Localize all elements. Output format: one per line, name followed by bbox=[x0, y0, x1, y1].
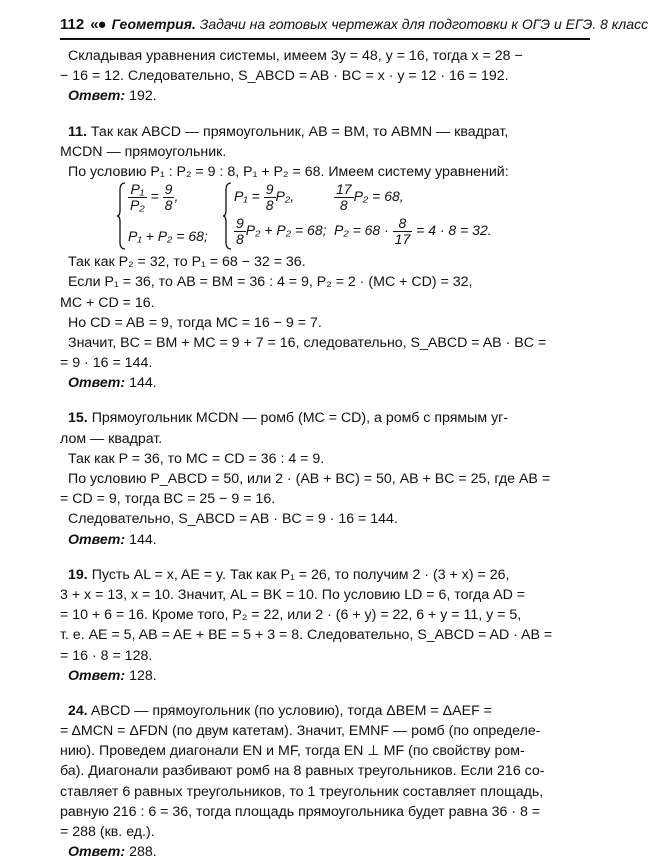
brace-1 bbox=[116, 182, 126, 250]
problem-24-line: равную 216 : 6 = 36, тогда площадь прямоугольника будет равна 36 · 8 = bbox=[60, 803, 541, 820]
system-1-top: $\frac{\text{P₁}}{\text{P₂}}$ = $\frac{9}{8}$ , bbox=[130, 181, 179, 214]
answer-label: Ответ: bbox=[68, 667, 126, 684]
problem-11-line: Значит, BC = BM + MC = 9 + 7 = 16, следовательно, S_ABCD = AB · BC = bbox=[68, 334, 547, 351]
numerator: 9 bbox=[236, 215, 244, 232]
header-rule bbox=[60, 38, 590, 40]
problem-11-answer bbox=[60, 373, 592, 393]
problem-19-line bbox=[60, 565, 592, 585]
intro-line: Складывая уравнения системы, имеем 3y = 48, y = 16, тогда x = 28 − bbox=[68, 48, 523, 64]
answer-value: 144. bbox=[129, 531, 157, 548]
problem-11-line: MC + CD = 16. bbox=[60, 294, 155, 311]
denominator: 8 bbox=[339, 197, 348, 214]
problem-11-line: По условию P₁ : P₂ = 9 : 8, P₁ + P₂ = 68. Имеем систему уравнений: bbox=[68, 163, 509, 180]
problem-15-line: Следовательно, S_ABCD = AB · BC = 9 · 16 = 144. bbox=[68, 511, 398, 528]
numerator: 9 bbox=[265, 181, 274, 198]
intro-answer bbox=[60, 86, 592, 106]
answer-label: Ответ: bbox=[68, 531, 126, 548]
system-2-top bbox=[234, 182, 294, 213]
expr: P₂ + P₂ = 68; bbox=[245, 222, 327, 239]
fraction bbox=[393, 216, 413, 247]
problem-text: Пусть AL = x, AE = y. Так как P₁ = 26, то получим 2 · (3 + x) = 26, bbox=[91, 566, 510, 583]
numerator: 9 bbox=[164, 181, 173, 198]
fraction bbox=[334, 182, 354, 213]
intro-line: − 16 = 12. Следовательно, S_ABCD = AB · BC = x · y = 12 · 16 = 192. bbox=[60, 68, 509, 85]
fraction bbox=[128, 182, 147, 213]
numerator: 8 bbox=[393, 216, 413, 232]
problem-11-line: Но CD = AB = 9, тогда MC = 16 − 9 = 7. bbox=[68, 314, 322, 331]
problem-11-line: MCDN — прямоугольник. bbox=[60, 143, 227, 160]
problem-19-line: = 16 · 8 = 128. bbox=[60, 647, 153, 664]
problem-24-answer bbox=[60, 842, 592, 862]
problem-24-line: = 288 (кв. ед.). bbox=[60, 824, 155, 840]
problem-15-answer bbox=[60, 530, 592, 550]
expr: P₂ = 68, bbox=[353, 188, 404, 205]
problem-19-answer bbox=[60, 666, 592, 686]
fraction bbox=[234, 216, 246, 247]
book-title bbox=[112, 16, 648, 32]
expr: P₂, bbox=[275, 188, 295, 205]
problem-11-line: Если P₁ = 36, то AB = BM = 36 : 4 = 9, P₂ = 2 · (MC + CD) = 32, bbox=[68, 274, 473, 291]
fraction bbox=[264, 182, 276, 213]
equals-sign: = bbox=[150, 188, 159, 205]
answer-value: 128. bbox=[129, 667, 157, 684]
problem-19-line: = 10 + 6 = 16. Кроме того, P₂ = 22, или 2 · (6 + y) = 22, 6 + y = 11, y = 5, bbox=[60, 607, 522, 624]
denominator: 8 bbox=[164, 197, 173, 214]
answer-value: 288. bbox=[129, 844, 157, 861]
problem-19-line: 3 + x = 13, x = 10. Значит, AL = BK = 10. По условию LD = 6, тогда AD = bbox=[60, 586, 526, 603]
problem-15-line: Так как P = 36, то MC = CD = 36 : 4 = 9. bbox=[68, 450, 325, 467]
answer-label: Ответ: bbox=[68, 88, 126, 105]
problem-15-line bbox=[60, 408, 592, 428]
problem-text: Прямоугольник MCDN — ромб (MC = CD), а ромб с прямым уг- bbox=[91, 410, 509, 427]
problem-11-line: = 9 · 16 = 144. bbox=[60, 355, 153, 372]
expr: P₂ = 68 · bbox=[334, 222, 389, 239]
problem-24-line: ба). Диагонали разбивают ромб на 8 равных треугольников. Если 216 со- bbox=[60, 763, 545, 780]
answer-value: 192. bbox=[129, 88, 157, 105]
problem-24-line bbox=[60, 701, 592, 721]
system-2-bottom bbox=[234, 216, 327, 247]
header-mark: «● bbox=[90, 15, 106, 33]
page-number: 112 bbox=[60, 15, 85, 33]
denominator: P₂ bbox=[130, 197, 145, 214]
book-title-rest: Задачи на готовых чертежах для подготовки к ОГЭ и ЕГЭ. 8 класс bbox=[195, 16, 648, 32]
answer-label: Ответ: bbox=[68, 844, 126, 861]
denominator: 8 bbox=[265, 197, 274, 214]
problem-number: 19. bbox=[68, 566, 88, 583]
problem-text: Так как ABCD — прямоугольник, AB = BM, то ABMN — квадрат, bbox=[90, 123, 509, 140]
problem-number: 11. bbox=[68, 123, 87, 140]
problem-11-line: Так как P₂ = 32, то P₁ = 68 − 32 = 36. bbox=[68, 254, 306, 271]
page-body bbox=[60, 46, 592, 862]
expr: = 4 · 8 = 32. bbox=[416, 222, 492, 239]
page-header bbox=[60, 12, 648, 36]
system-3-top bbox=[334, 182, 404, 213]
problem-number: 15. bbox=[68, 410, 88, 427]
answer-value: 144. bbox=[129, 375, 157, 392]
system-1-bottom: P₁ + P₂ = 68; bbox=[128, 228, 208, 245]
problem-24-line: нию). Проведем диагонали EN и MF, тогда EN ⊥ MF (по свойству ром- bbox=[60, 743, 525, 760]
numerator: 17 bbox=[336, 181, 352, 198]
problem-number: 24. bbox=[68, 702, 88, 719]
problem-15-line: По условию P_ABCD = 50, или 2 · (AB + BC) = 50, AB + BC = 25, где AB = bbox=[68, 471, 551, 487]
problem-15-line: = CD = 9, тогда BC = 25 − 9 = 16. bbox=[60, 491, 276, 508]
equation-system bbox=[116, 182, 592, 252]
expr: P₁ = bbox=[234, 188, 260, 205]
problem-19-line: т. е. AE = 5, AB = AE + BE = 5 + 3 = 8. Следовательно, S_ABCD = AD · AB = bbox=[60, 627, 553, 644]
problem-24-line: ставляет 6 равных треугольников, то 1 треугольник составляет площадь, bbox=[60, 783, 544, 800]
denominator: 8 bbox=[236, 231, 244, 248]
book-title-bold: Геометрия. bbox=[111, 16, 196, 32]
problem-15-line: лом — квадрат. bbox=[60, 430, 163, 447]
system-3-bottom bbox=[334, 216, 492, 247]
problem-24-line: = ΔMCN = ΔFDN (по двум катетам). Значит, EMNF — ромб (по определе- bbox=[60, 723, 541, 740]
problem-text: ABCD — прямоугольник (по условию), тогда ΔBEM = ΔAEF = bbox=[90, 702, 492, 719]
problem-11-line bbox=[60, 122, 592, 142]
numerator: P₁ bbox=[128, 182, 147, 198]
denominator: 17 bbox=[394, 231, 411, 248]
brace-2 bbox=[222, 182, 232, 250]
fraction bbox=[163, 182, 175, 213]
answer-label: Ответ: bbox=[68, 375, 126, 392]
